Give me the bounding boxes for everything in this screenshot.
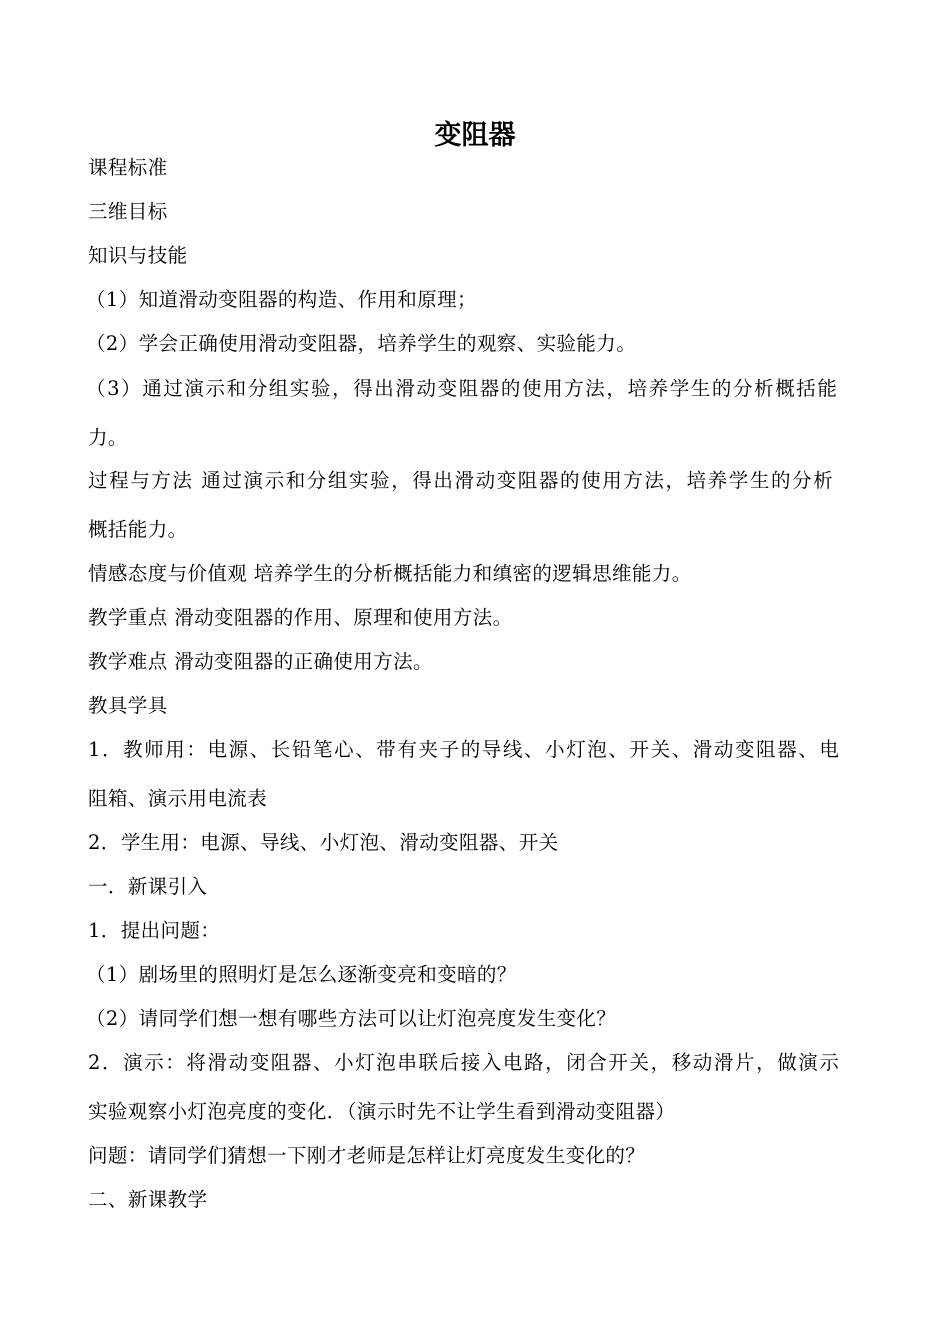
goal-item-2: （2）学会正确使用滑动变阻器，培养学生的观察、实验能力。 (86, 332, 637, 355)
emotion-values-paragraph: 情感态度与价值观 培养学生的分析概括能力和缜密的逻辑思维能力。 (88, 562, 692, 585)
process-method-paragraph: 过程与方法 通过演示和分组实验，得出滑动变阻器的使用方法，培养学生的分析 (88, 469, 835, 492)
section-heading-curriculum-standard: 课程标准 (88, 156, 168, 179)
question-item-1: （1）剧场里的照明灯是怎么逐渐变亮和变暗的？ (86, 963, 517, 986)
section-heading-three-dimensional-goals: 三维目标 (88, 200, 168, 223)
guess-question: 问题：请同学们猜想一下刚才老师是怎样让灯亮度发生变化的？ (88, 1144, 646, 1167)
process-method-paragraph-continued: 概括能力。 (88, 518, 188, 541)
teaching-difficulty: 教学难点 滑动变阻器的正确使用方法。 (88, 650, 433, 673)
student-equipment-list: 2．学生用：电源、导线、小灯泡、滑动变阻器、开关 (88, 831, 559, 854)
teaching-key-point: 教学重点 滑动变阻器的作用、原理和使用方法。 (88, 606, 513, 629)
section-heading-new-lesson-teaching: 二、新课教学 (88, 1188, 208, 1211)
goal-item-1: （1）知道滑动变阻器的构造、作用和原理； (86, 288, 477, 311)
teacher-equipment-list-continued: 阻箱、演示用电流表 (88, 787, 268, 810)
teacher-equipment-list: 1．教师用：电源、长铅笔心、带有夹子的导线、小灯泡、开关、滑动变阻器、电 (88, 738, 841, 761)
demonstration-paragraph: 2．演示：将滑动变阻器、小灯泡串联后接入电路，闭合开关，移动滑片，做演示 (88, 1051, 841, 1074)
document-title: 变阻器 (434, 120, 516, 151)
question-item-2: （2）请同学们想一想有哪些方法可以让灯泡亮度发生变化？ (86, 1007, 617, 1030)
goal-item-3: （3）通过演示和分组实验，得出滑动变阻器的使用方法，培养学生的分析概括能 (86, 377, 839, 400)
section-heading-teaching-aids: 教具学具 (88, 694, 168, 717)
demonstration-paragraph-continued: 实验观察小灯泡亮度的变化．（演示时先不让学生看到滑动变阻器） (88, 1100, 676, 1123)
raise-question-heading: 1．提出问题： (88, 919, 221, 942)
section-heading-knowledge-skills: 知识与技能 (88, 244, 188, 267)
goal-item-3-continued: 力。 (88, 426, 128, 449)
section-heading-new-lesson-intro: 一．新课引入 (88, 875, 208, 898)
